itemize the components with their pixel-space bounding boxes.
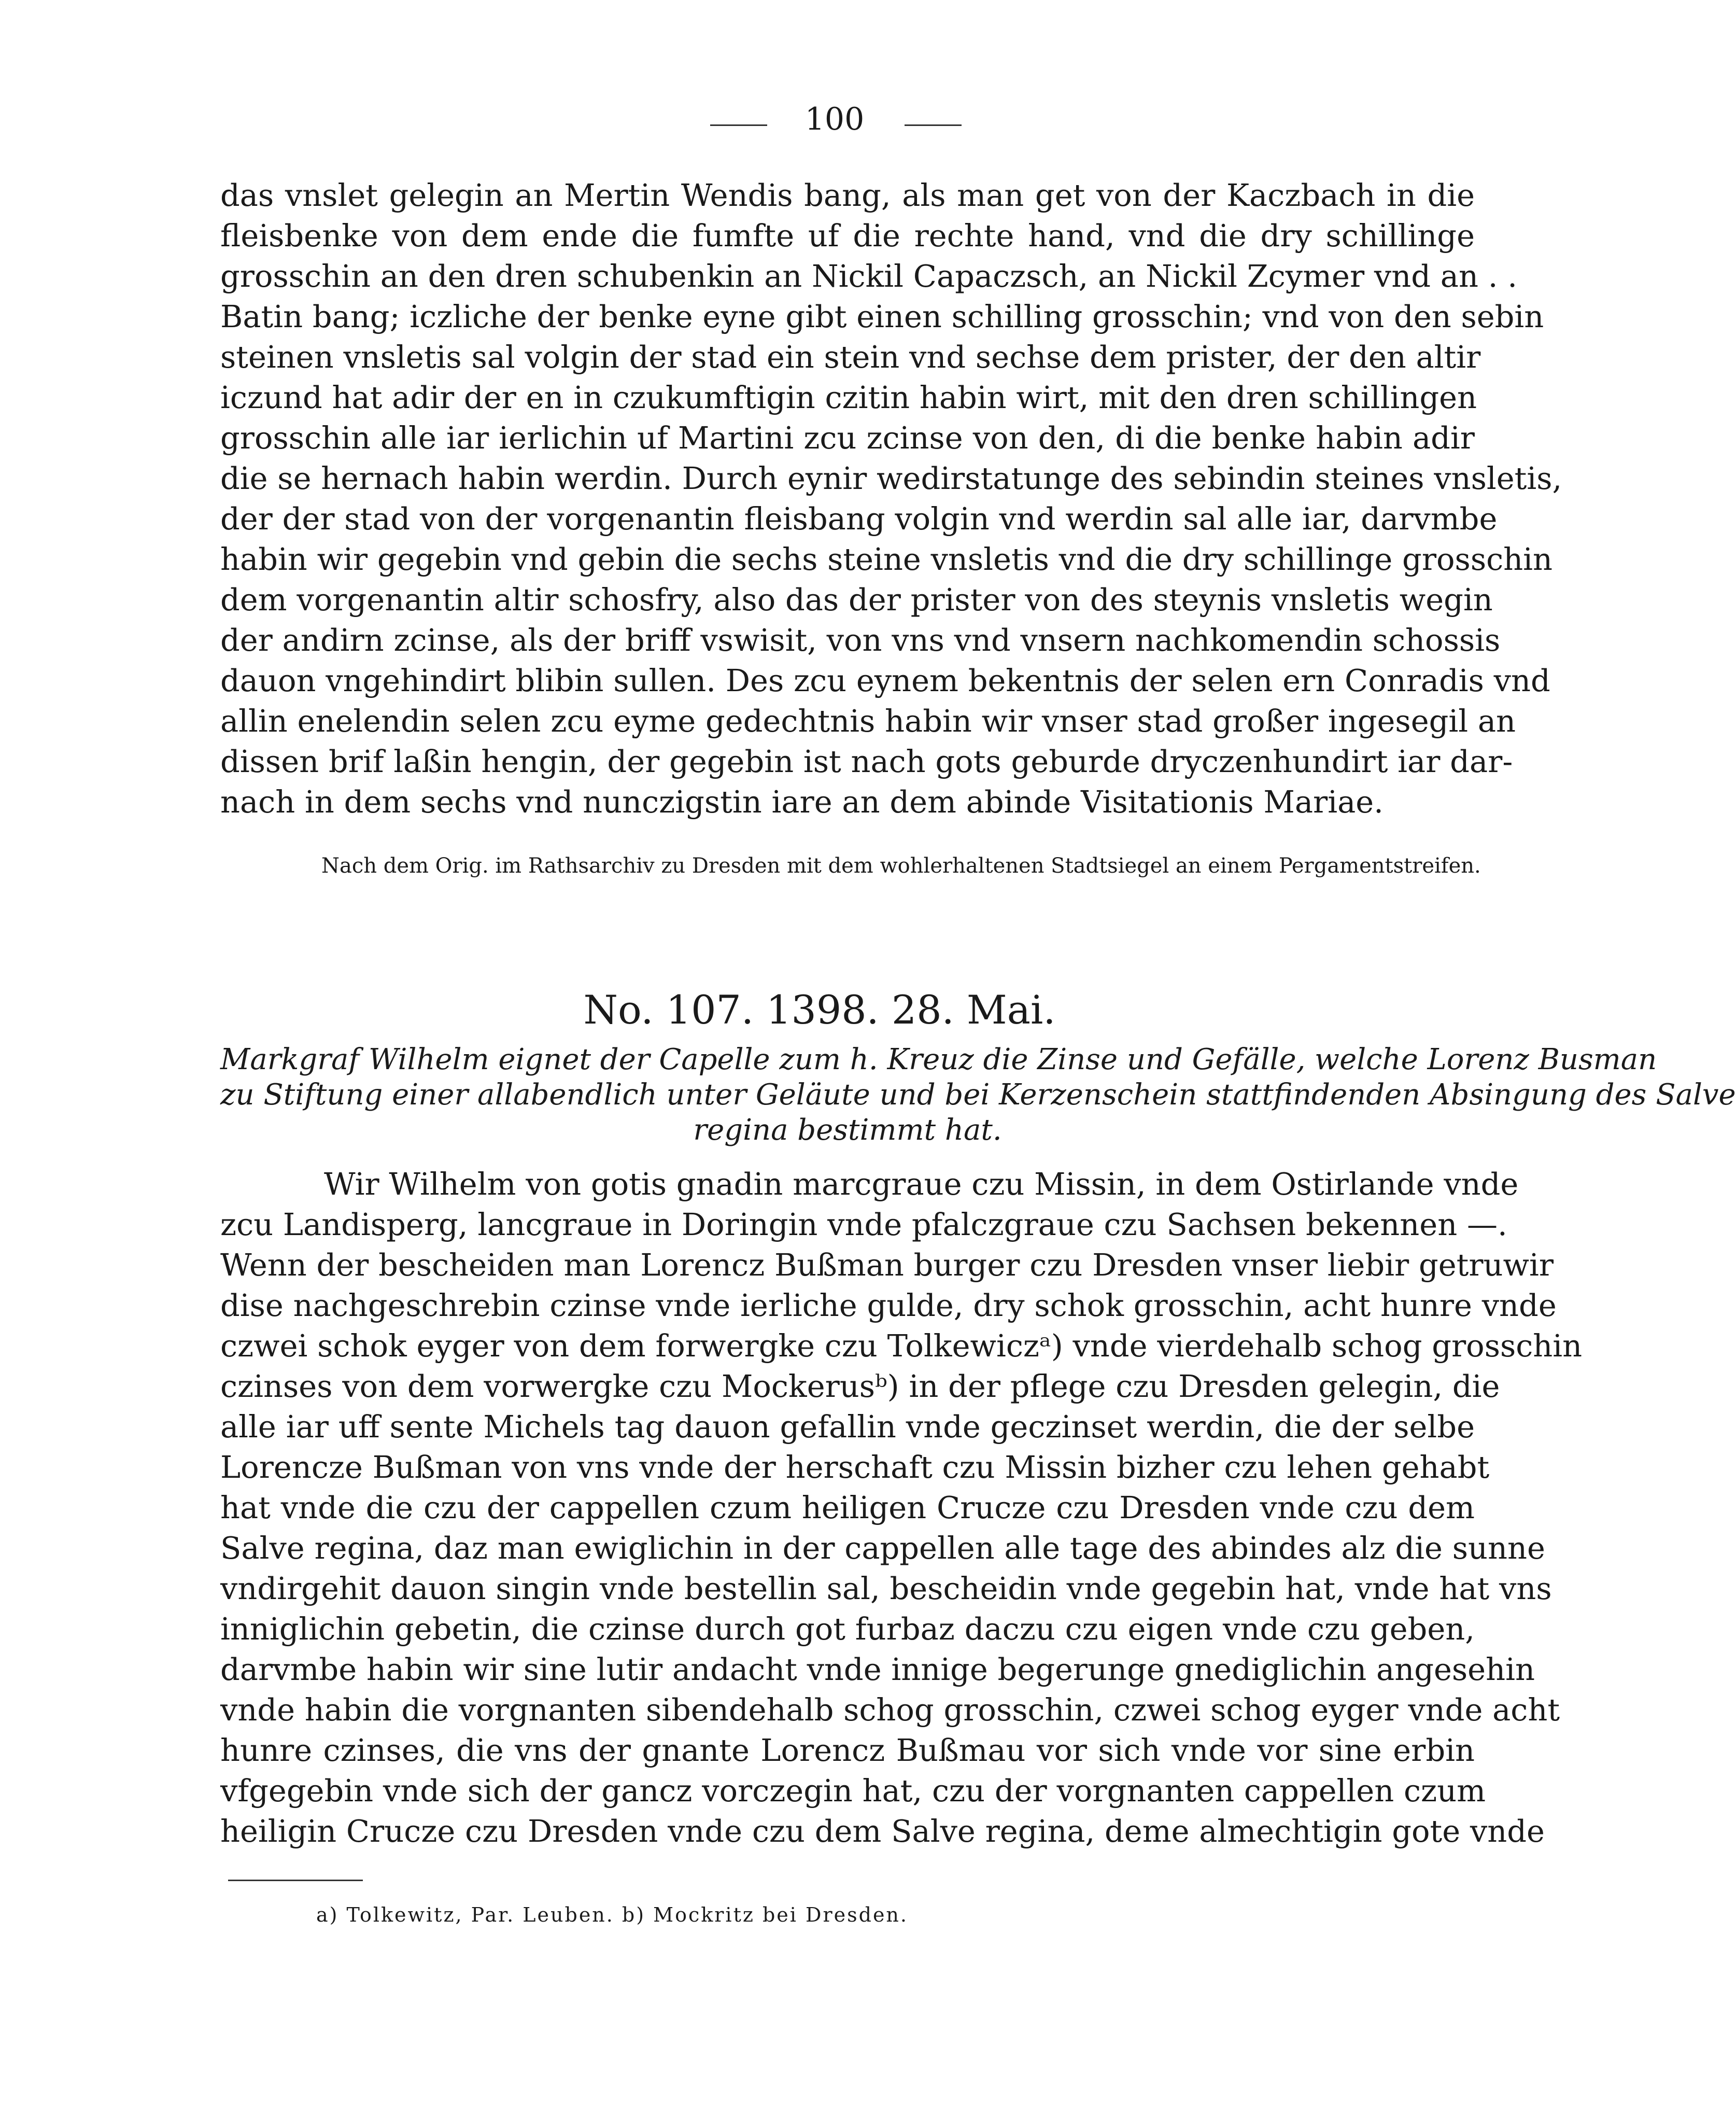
page-header [0, 99, 1639, 140]
text-line: Batin bang; iczliche der benke eyne gibt einen schilling grosschin; vnd von den sebin [220, 299, 1544, 334]
footnote: a) Tolkewitz, Par. Leuben. b) Mockritz bei Dresden. [316, 1903, 908, 1926]
header-dash-right [905, 124, 962, 126]
text-line: dem vorgenantin altir schosfry, also das der prister von des steynis vnsletis wegin [220, 582, 1493, 618]
body-line: hat vnde die czu der cappellen czum heiligen Crucze czu Dresden vnde czu dem [220, 1490, 1475, 1525]
regest-line: zu Stiftung einer allabendlich unter Geläute und bei Kerzenschein stattfindenden Absingung des Salve [220, 1078, 1736, 1112]
body-line: Wenn der bescheiden man Lorencz Bußman burger czu Dresden vnser liebir getruwir [220, 1247, 1554, 1283]
text-line: dissen brif laßin hengin, der gegebin ist nach gots geburde dryczenhundirt iar dar- [220, 744, 1513, 779]
body-line: Lorencze Bußman von vns vnde der herschaft czu Missin bizher czu lehen gehabt [220, 1449, 1490, 1485]
text-line: der andirn zcinse, als der briff vswisit, von vns vnd vnsern nachkomendin schossis [220, 622, 1501, 658]
text-line: nach in dem sechs vnd nunczigstin iare an dem abinde Visitationis Mariae. [220, 784, 1384, 820]
entry-heading: No. 107. 1398. 28. Mai. [583, 987, 1056, 1033]
body-line: vfgegebin vnde sich der gancz vorczegin hat, czu der vorgnanten cappellen czum [220, 1773, 1486, 1809]
text-line: grosschin an den dren schubenkin an Nickil Capaczsch, an Nickil Zcymer vnd an . . [220, 258, 1517, 294]
body-line: Wir Wilhelm von gotis gnadin marcgraue czu Missin, in dem Ostirlande vnde [324, 1166, 1519, 1202]
regest-line: Markgraf Wilhelm eignet der Capelle zum h. Kreuz die Zinse und Gefälle, welche Lorenz Busman [220, 1043, 1657, 1076]
text-line: iczund hat adir der en in czukumftigin czitin habin wirt, mit den dren schillingen [220, 380, 1477, 415]
text-line: habin wir gegebin vnd gebin die sechs steine vnsletis vnd die dry schillinge grosschin [220, 541, 1553, 577]
source-note: Nach dem Orig. im Rathsarchiv zu Dresden mit dem wohlerhaltenen Stadtsiegel an einem Pergamentstreifen. [321, 854, 1481, 878]
text-line: allin enelendin selen zcu eyme gedechtnis habin wir vnser stad großer ingesegil an [220, 703, 1516, 739]
page-number: 100 [805, 101, 865, 137]
body-line: alle iar uff sente Michels tag dauon gefallin vnde geczinset werdin, die der selbe [220, 1409, 1475, 1445]
body-line: zcu Landisperg, lancgraue in Doringin vnde pfalczgraue czu Sachsen bekennen —. [220, 1207, 1507, 1242]
body-line: vnde habin die vorgnanten sibendehalb schog grosschin, czwei schog eyger vnde acht [220, 1692, 1560, 1728]
text-line: grosschin alle iar ierlichin uf Martini zcu zcinse von den, di die benke habin adir [220, 420, 1475, 456]
body-line: czwei schok eyger von dem forwergke czu Tolkewiczᵃ) vnde vierdehalb schog grosschin [220, 1328, 1583, 1364]
regest-line: regina bestimmt hat. [693, 1113, 1002, 1147]
text-line: die se hernach habin werdin. Durch eynir wedirstatunge des sebindin steines vnsletis, [220, 460, 1562, 496]
text-line: der der stad von der vorgenantin fleisbang volgin vnd werdin sal alle iar, darvmbe [220, 501, 1498, 537]
body-line: darvmbe habin wir sine lutir andacht vnde innige begerunge gnediglichin angesehin [220, 1651, 1535, 1687]
body-line: czinses von dem vorwergke czu Mockerusᵇ) in der pflege czu Dresden gelegin, die [220, 1368, 1500, 1404]
body-line: inniglichin gebetin, die czinse durch got furbaz daczu czu eigen vnde czu geben, [220, 1611, 1475, 1647]
text-line: das vnslet gelegin an Mertin Wendis bang, als man get von der Kaczbach in die [220, 177, 1475, 213]
header-dash-left [710, 124, 767, 126]
body-line: Salve regina, daz man ewiglichin in der cappellen alle tage des abindes alz die sunne [220, 1530, 1545, 1566]
text-line: steinen vnsletis sal volgin der stad ein stein vnd sechse dem prister, der den altir [220, 339, 1481, 375]
text-line: dauon vngehindirt blibin sullen. Des zcu eynem bekentnis der selen ern Conradis vnd [220, 663, 1550, 698]
body-line: dise nachgeschrebin czinse vnde ierliche gulde, dry schok grosschin, acht hunre vnde [220, 1287, 1557, 1323]
body-line: heiligin Crucze czu Dresden vnde czu dem Salve regina, deme almechtigin gote vnde [220, 1813, 1545, 1849]
body-line: hunre czinses, die vns der gnante Lorencz Bußmau vor sich vnde vor sine erbin [220, 1732, 1475, 1768]
text-line: fleisbenke von dem ende die fumfte uf die rechte hand, vnd die dry schillinge [220, 218, 1475, 254]
footnote-rule [228, 1880, 363, 1881]
body-line: vndirgehit dauon singin vnde bestellin sal, bescheidin vnde gegebin hat, vnde hat vns [220, 1571, 1552, 1606]
